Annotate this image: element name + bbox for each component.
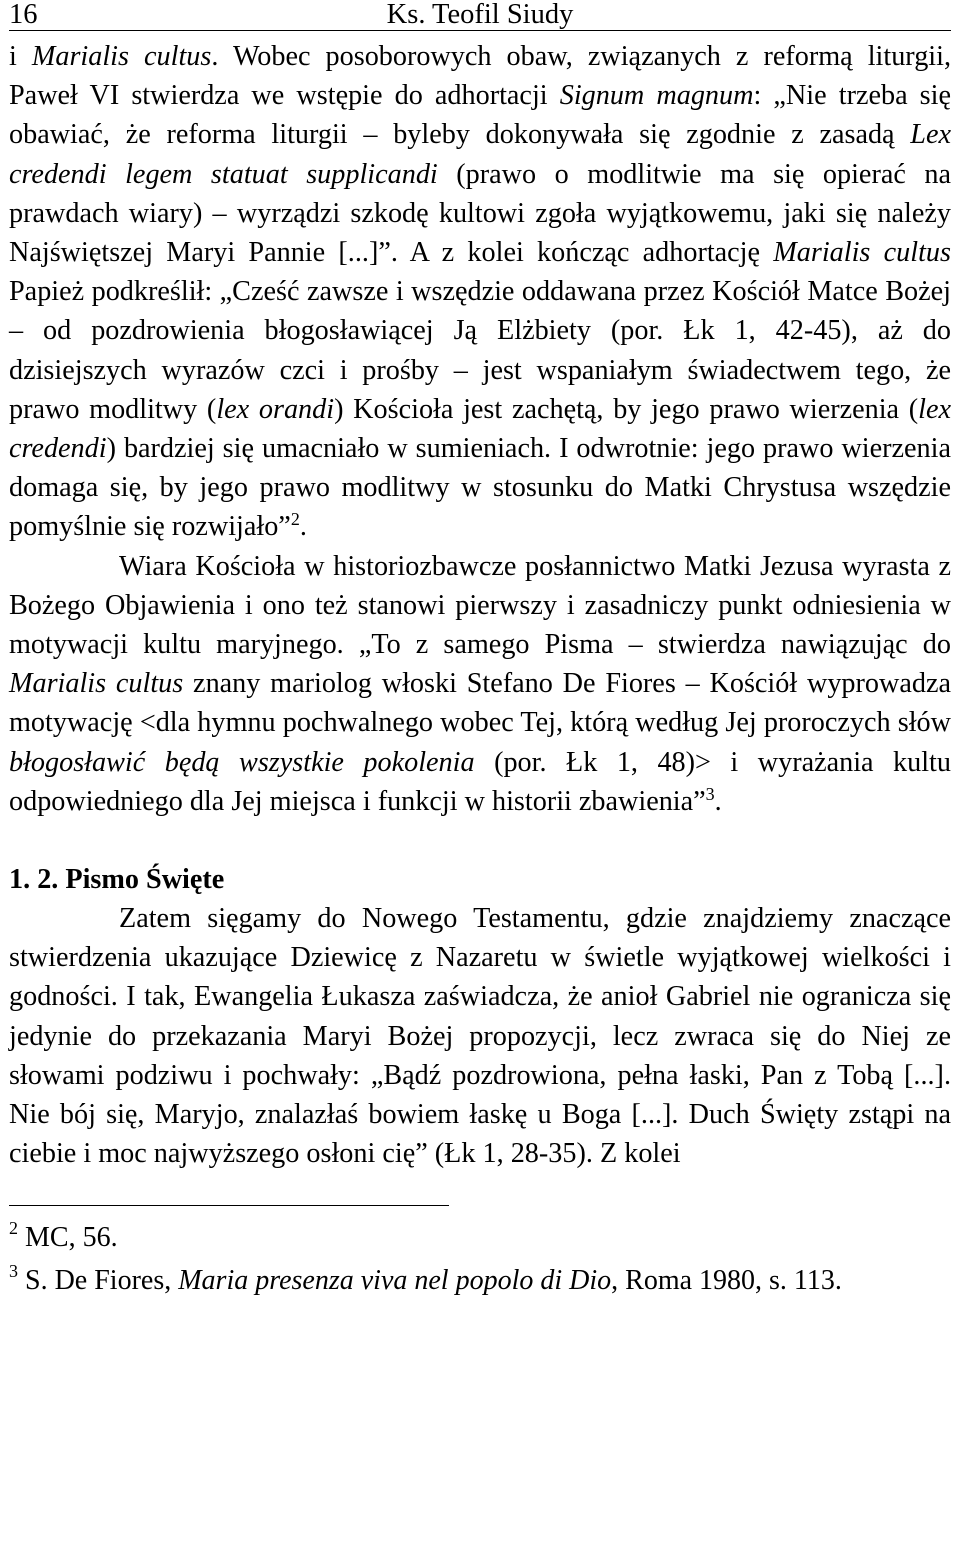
footnote-marker: 3 <box>9 1261 18 1282</box>
paragraph-1 <box>9 37 951 547</box>
text-run: : „Nie trzeba się obawiać, że reforma liturgii – byleby dokonywała się zgodnie z zasadą <box>9 80 951 151</box>
italic-text: lex orandi <box>216 393 335 425</box>
footnote-marker: 3 <box>705 783 715 804</box>
text-run: znany mariolog włoski Stefano De Fiores – Kościół wyprowadza motywację <dla hymnu pochwalnego wobec Tej, którą według Jej proroczych słów <box>9 668 951 739</box>
text-run: (prawo o modlitwie ma się opierać na prawdach wiary) – wyrządzi szkodę kultowi zgoła wyjątkowemu, jaki się należy Najświętszej Maryi Pannie [...]”. A z kolei kończąc adhortację <box>9 158 951 269</box>
text-run: Wiara Kościoła w historiozbawcze posłannictwo Matki Jezusa wyrasta z Bożego Objawienia i ono też stanowi pierwszy i zasadniczy punkt odniesienia w motywacji kultu maryjnego. „To z samego Pisma – stwierdza nawiązując do <box>9 550 951 661</box>
text-run: ) bardziej się umacniało w sumieniach. I odwrotnie: jego prawo wierzenia domaga się, by jego prawo modlitwy w stosunku do Matki Chrystusa wszędzie pomyślnie się rozwijało” <box>9 433 951 543</box>
text-run: , Roma 1980, s. 113. <box>611 1265 842 1297</box>
italic-text: Marialis cultus <box>31 41 212 72</box>
running-title: Ks. Teofil Siudy <box>386 0 574 30</box>
italic-text: Marialis cultus <box>9 668 184 700</box>
text-run: MC, 56. <box>18 1222 118 1254</box>
paragraph-2 <box>9 547 951 821</box>
page-number: 16 <box>9 0 38 30</box>
text-run: Papież podkreślił: „Cześć zawsze i wszędzie oddawana przez Kościół Matce Bożej – od pozdrowienia błogosławiącej Ją Elżbiety (por. Łk 1, 42-45), aż do dzisiejszych wyrazów czci i prośby – jest wspaniałym świadectwem tego, że prawo modlitwy ( <box>9 276 951 425</box>
footnote-separator <box>9 1205 449 1206</box>
footnote-marker: 2 <box>9 1218 18 1239</box>
text-run: S. De Fiores, <box>18 1265 179 1297</box>
text-run: i <box>9 41 32 72</box>
footnote-marker: 2 <box>290 509 300 530</box>
paragraph-3 <box>9 899 951 1173</box>
text-run: ) Kościoła jest zachętą, by jego prawo wierzenia ( <box>334 393 919 425</box>
italic-text: Lex credendi legem statuat supplicandi <box>9 119 951 190</box>
footnote-2 <box>9 1216 951 1259</box>
running-header <box>9 0 951 31</box>
footnote-3 <box>9 1259 951 1302</box>
italic-text: błogosławić będą wszystkie pokolenia <box>9 746 475 778</box>
body-text <box>9 37 951 1173</box>
italic-text: Maria presenza viva nel popolo di Dio <box>178 1265 612 1297</box>
italic-text: lex credendi <box>9 393 952 465</box>
section-heading: 1. 2. Pismo Święte <box>9 864 225 896</box>
italic-text: Signum magnum <box>559 80 754 112</box>
text-run: . <box>714 785 722 817</box>
text-run: Zatem sięgamy do Nowego Testamentu, gdzie znajdziemy znaczące stwierdzenia ukazujące Dziewicę z Nazaretu w świetle wyjątkowej wielkości i godności. I tak, Ewangelia Łukasza zaświadcza, że anioł Gabriel nie ogranicza się jedynie do przekazania Maryi Bożej propozycji, lecz zwraca się do Niej ze słowami podziwu i pochwały: „Bądź pozdrowiona, pełna łaski, Pan z Tobą [...]. Nie bój się, Maryjo, znalazłaś bowiem łaskę u Boga [...]. Duch Święty zstąpi na ciebie i moc najwyższego osłoni cię” (Łk 1, 28-35). Z kolei <box>9 903 951 1170</box>
text-run: . <box>299 511 307 543</box>
italic-text: Marialis cultus <box>773 237 951 269</box>
text-run: (por. Łk 1, 48)> i wyrażania kultu odpowiedniego dla Jej miejsca i funkcji w historii zbawienia” <box>9 746 951 817</box>
text-run: . Wobec posoborowych obaw, związanych z reformą liturgii, Paweł VI stwierdza we wstępie do adhortacji <box>9 41 951 112</box>
